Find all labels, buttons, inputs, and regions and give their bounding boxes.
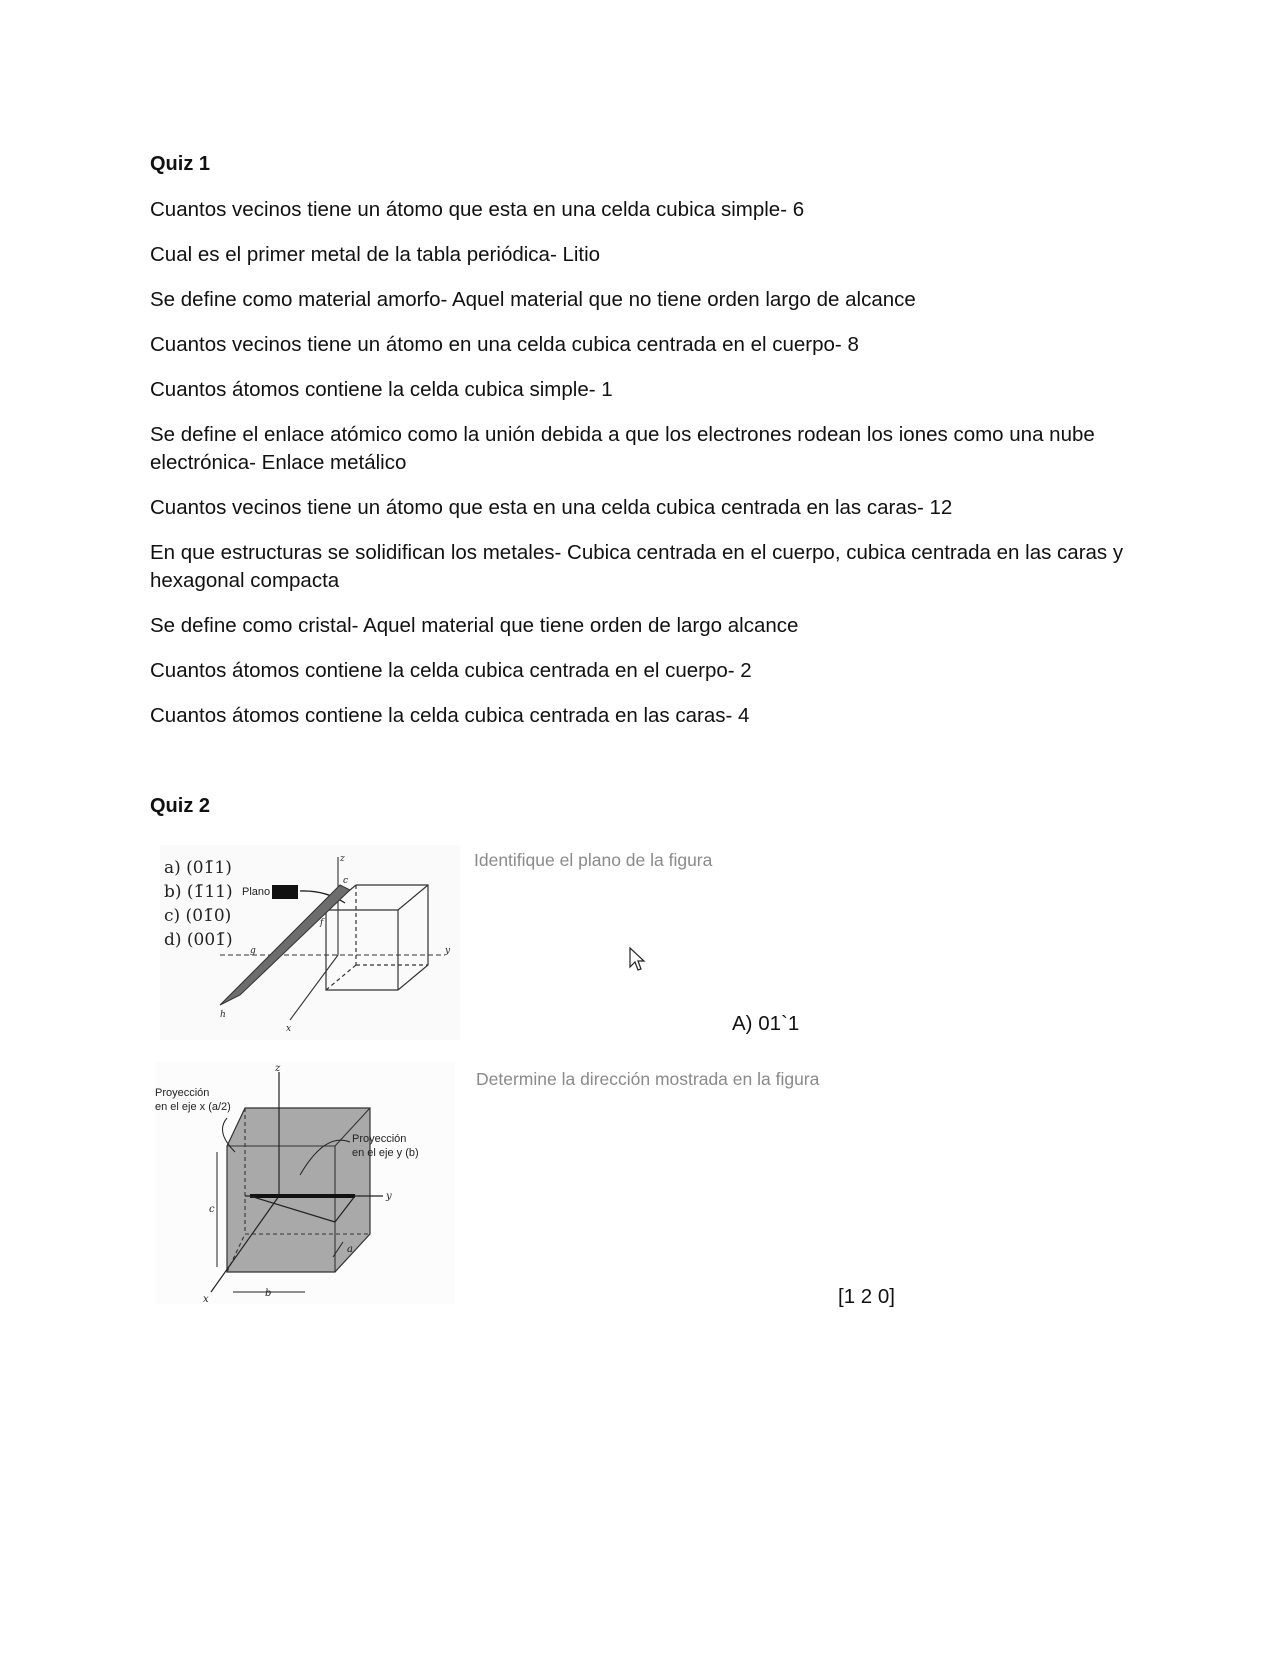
x-axis-label: x	[203, 1294, 209, 1304]
option-b: b) (1̄11)	[164, 882, 233, 902]
list-item: Se define como cristal- Aquel material que tiene orden de largo alcance	[150, 614, 799, 637]
list-item: Cuantos vecinos tiene un átomo que esta en una celda cubica centrada en las caras- 12	[150, 496, 953, 519]
option-a: a) (01̄1)	[164, 858, 232, 878]
option-d: d) (001̄)	[164, 930, 233, 950]
list-item: Cuantos vecinos tiene un átomo que esta en una celda cubica simple- 6	[150, 198, 805, 221]
f-label: f	[320, 918, 324, 928]
x-projection-label-line1: Proyección	[155, 1087, 210, 1099]
z-axis-label: z	[340, 854, 345, 864]
x-axis-label: x	[286, 1024, 292, 1034]
z-axis-label: z	[275, 1063, 281, 1074]
answer-text: [1 2 0]	[838, 1285, 895, 1308]
h-label: h	[220, 1010, 226, 1020]
b-label: b	[265, 1288, 272, 1299]
list-item: Cuantos vecinos tiene un átomo en una celda cubica centrada en el cuerpo- 8	[150, 333, 859, 356]
direction-figure	[155, 1062, 455, 1304]
y-axis-label: y	[386, 1191, 392, 1202]
plane-legend-swatch	[272, 885, 298, 899]
question-prompt: Determine la dirección mostrada en la figura	[476, 1069, 820, 1089]
list-item: Cuantos átomos contiene la celda cubica centrada en las caras- 4	[150, 704, 750, 727]
plane-figure	[160, 845, 460, 1040]
g-label: g	[250, 946, 256, 956]
cursor-icon	[628, 946, 646, 972]
x-projection-label-line2: en el eje x (a/2)	[155, 1101, 231, 1113]
y-projection-label-line1: Proyección	[352, 1133, 407, 1145]
list-item: Se define el enlace atómico como la unión debida a que los electrones rodean los iones como una nube electrónica- Enlace metálico	[150, 423, 1095, 474]
y-projection-label-line2: en el eje y (b)	[352, 1147, 419, 1159]
question-prompt: Identifique el plano de la figura	[474, 850, 713, 870]
quiz2-heading: Quiz 2	[150, 795, 211, 817]
list-item: Cuantos átomos contiene la celda cubica centrada en el cuerpo- 2	[150, 659, 752, 682]
quiz1-heading: Quiz 1	[150, 153, 211, 175]
quiz1-question-list	[150, 196, 1130, 747]
answer-text: A) 01`1	[732, 1012, 800, 1035]
y-axis-label: y	[445, 946, 451, 956]
list-item: Cuantos átomos contiene la celda cubica simple- 1	[150, 378, 613, 401]
list-item: Cual es el primer metal de la tabla periódica- Litio	[150, 243, 601, 266]
list-item: En que estructuras se solidifican los metales- Cubica centrada en el cuerpo, cubica centrada en las caras y hexagonal compacta	[150, 541, 1124, 592]
c-label: c	[209, 1204, 215, 1215]
plane-label: Plano	[242, 886, 271, 898]
c-label: c	[343, 876, 349, 886]
list-item: Se define como material amorfo- Aquel material que no tiene orden largo de alcance	[150, 288, 916, 311]
option-c: c) (01̄0)	[164, 906, 232, 926]
a-label: a	[347, 1244, 353, 1255]
